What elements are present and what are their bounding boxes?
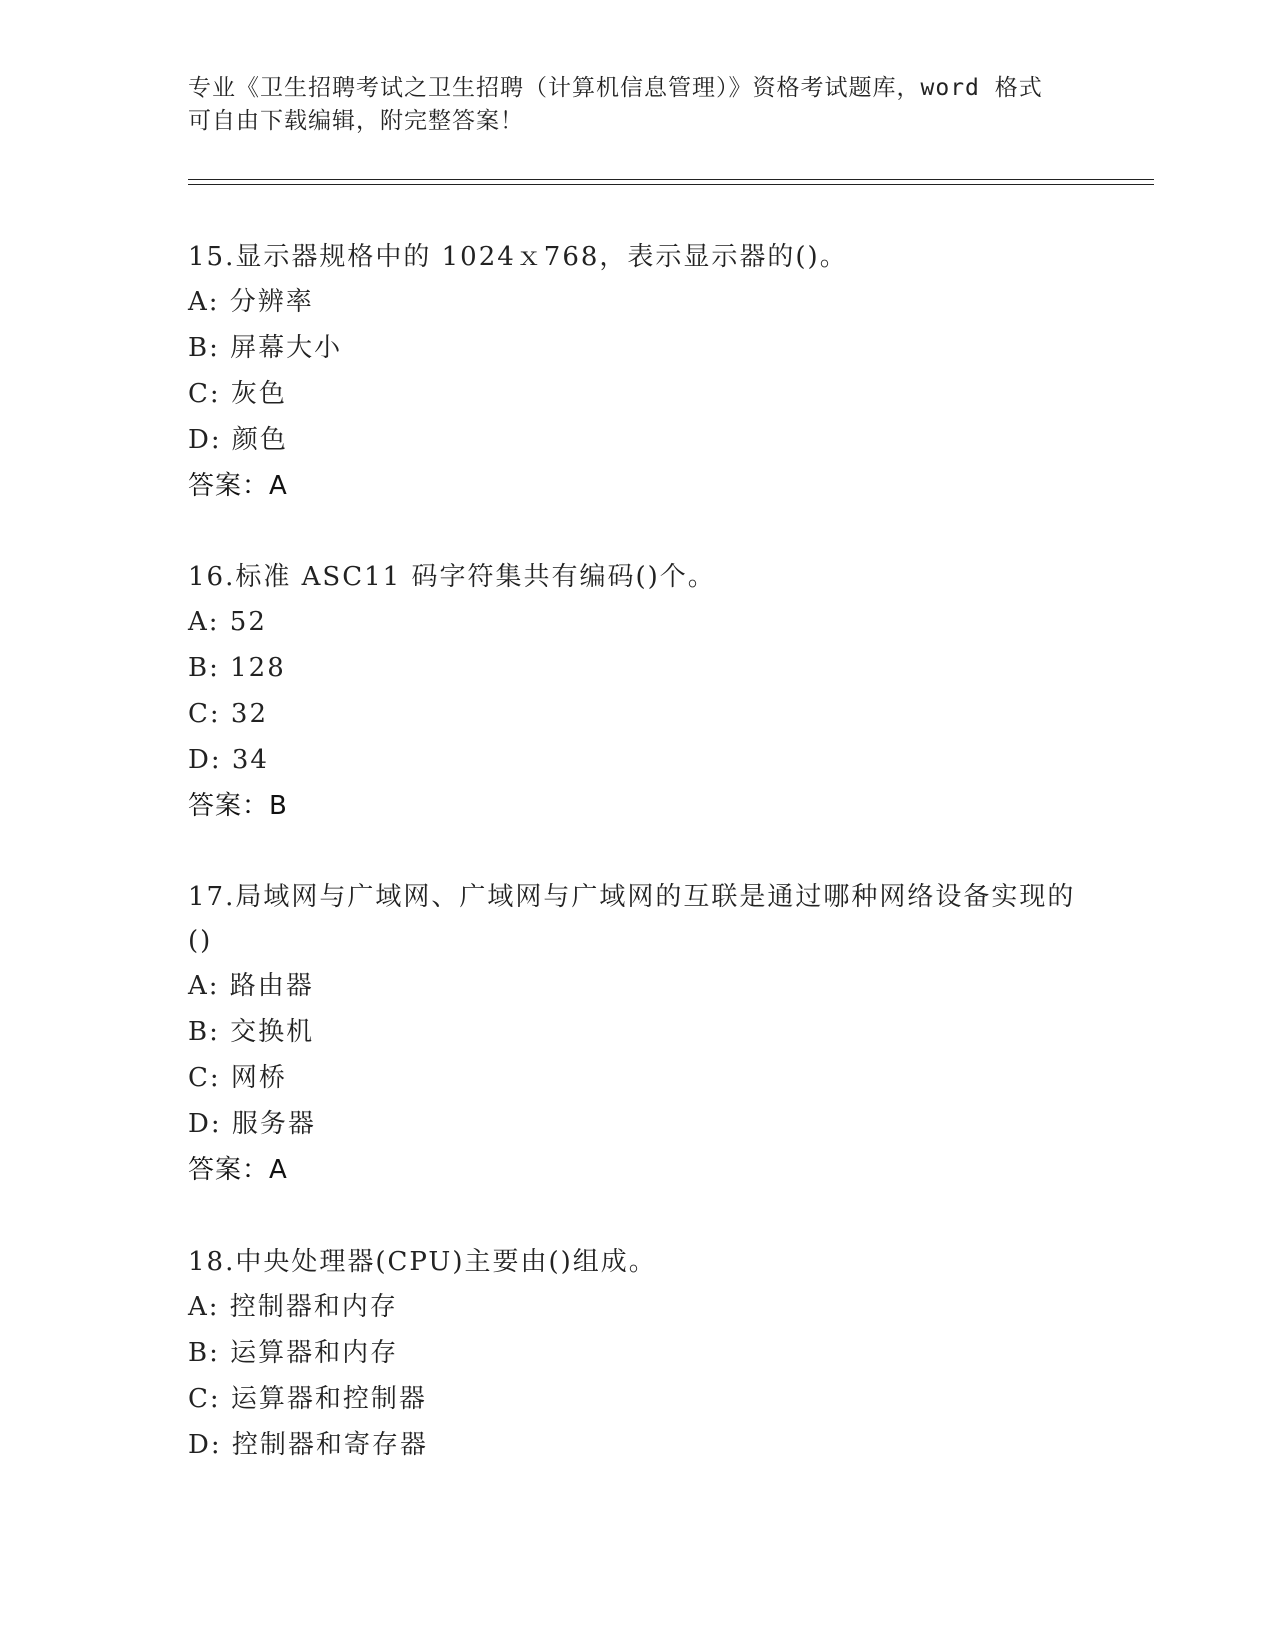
option-b: B: 128 <box>188 653 286 683</box>
answer-line: 答案：A <box>188 1155 288 1185</box>
header-divider-bottom <box>188 184 1154 185</box>
header-line-1: 专业《卫生招聘考试之卫生招聘（计算机信息管理）》资格考试题库，word 格式 <box>188 75 1043 101</box>
question-15 <box>188 235 1088 509</box>
document-header <box>188 72 1088 138</box>
question-text: 18.中央处理器(CPU)主要由()组成。 <box>188 1247 657 1277</box>
option-d: D: 颜色 <box>188 425 288 455</box>
question-16 <box>188 555 1088 829</box>
option-a: A: 52 <box>188 607 267 637</box>
option-d: D: 服务器 <box>188 1109 316 1139</box>
question-17 <box>188 875 1088 1193</box>
question-text: 17.局域网与广域网、广域网与广域网的互联是通过哪种网络设备实现的() <box>188 882 1076 956</box>
header-divider-top <box>188 179 1154 180</box>
option-a: A: 分辨率 <box>188 287 314 317</box>
header-line-2: 可自由下载编辑，附完整答案！ <box>188 108 524 134</box>
option-c: C: 灰色 <box>188 379 287 409</box>
answer-line: 答案：A <box>188 471 288 501</box>
option-b: B: 交换机 <box>188 1017 315 1047</box>
question-text: 15.显示器规格中的 1024ｘ768，表示显示器的()。 <box>188 242 848 272</box>
option-a: A: 控制器和内存 <box>188 1292 398 1322</box>
option-d: D: 34 <box>188 745 269 775</box>
option-c: C: 32 <box>188 699 269 729</box>
option-b: B: 运算器和内存 <box>188 1338 399 1368</box>
option-c: C: 运算器和控制器 <box>188 1384 427 1414</box>
option-b: B: 屏幕大小 <box>188 333 343 363</box>
answer-line: 答案：B <box>188 791 288 821</box>
option-c: C: 网桥 <box>188 1063 287 1093</box>
option-d: D: 控制器和寄存器 <box>188 1430 428 1460</box>
option-a: A: 路由器 <box>188 971 314 1001</box>
question-18 <box>188 1240 1088 1468</box>
question-text: 16.标准 ASC11 码字符集共有编码()个。 <box>188 562 716 592</box>
